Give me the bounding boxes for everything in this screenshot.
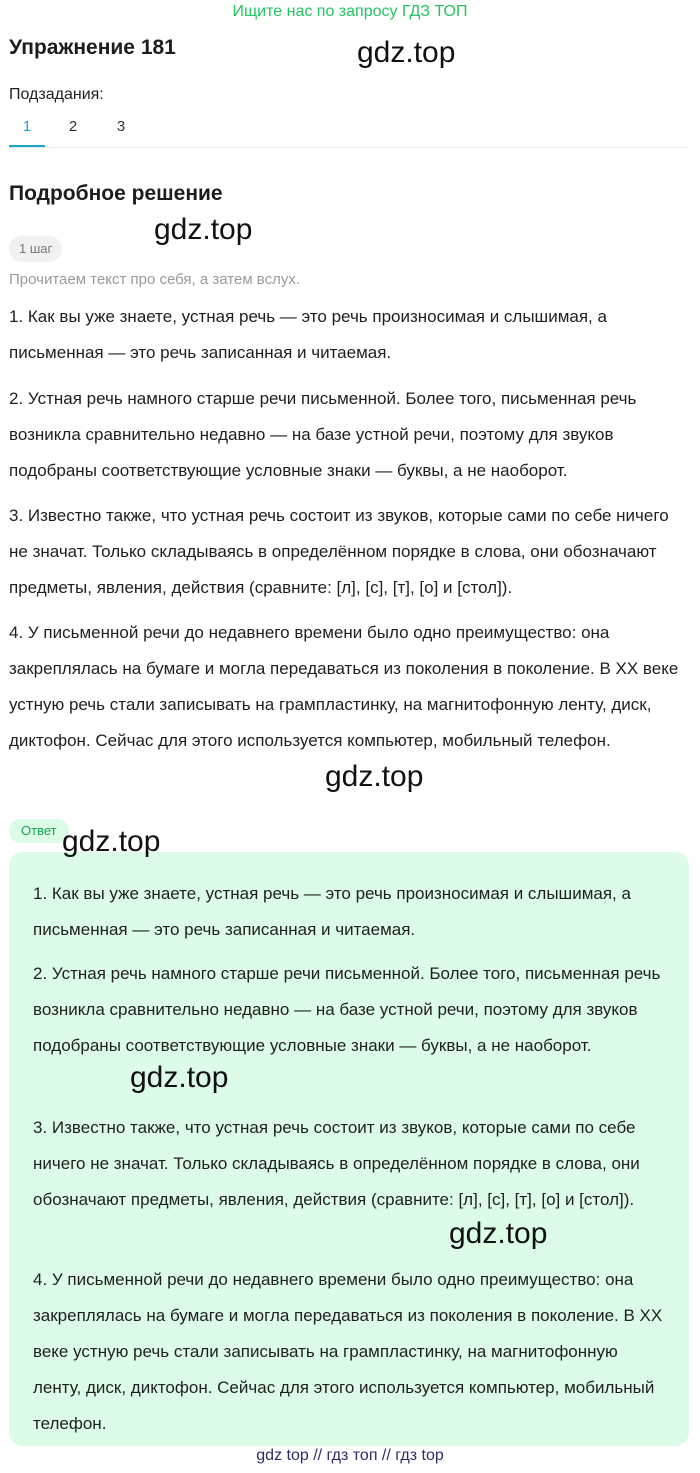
subtask-tabs [9, 112, 687, 148]
solution-paragraph: 3. Известно также, что устная речь состоит из звуков, которые сами по себе ничего не значат. Только складываясь в определённом порядке в слова, они обозначают предметы, явления, действия (сравните: [л], [с], [т], [о] и [стол]). [9, 506, 669, 597]
watermark: gdz.top [449, 1217, 548, 1250]
page-title: Упражнение 181 [9, 36, 176, 59]
solution-paragraph: 2. Устная речь намного старше речи письменной. Более того, письменная речь возникла сравнительно недавно — на базе устной речи, поэтому для звуков подобраны соответствующие условные знаки — буквы, а не наоборот. [9, 389, 637, 480]
watermark: gdz.top [130, 1061, 229, 1094]
footer-links[interactable]: gdz top // гдз топ // гдз top [256, 1447, 444, 1464]
answer-badge: Ответ [9, 819, 69, 843]
subtasks-label: Подзадания: [9, 86, 104, 103]
promo-banner[interactable]: Ищите нас по запросу ГДЗ ТОП [232, 3, 468, 20]
solution-paragraph: 4. У письменной речи до недавнего времени было одно преимущество: она закреплялась на бумаге и могла передаваться из поколения в поколение. В XX веке устную речь стали записывать на грампластинку, на магнитофонную ленту, диск, диктофон. Сейчас для этого используется компьютер, мобильный телефон. [9, 623, 679, 750]
answer-paragraph: 2. Устная речь намного старше речи письменной. Более того, письменная речь возникла сравнительно недавно — на базе устной речи, поэтому для звуков подобраны соответствующие условные знаки — буквы, а не наоборот. [33, 964, 661, 1055]
step-badge: 1 шаг [9, 236, 62, 262]
answer-paragraph: 3. Известно также, что устная речь состоит из звуков, которые сами по себе ничего не значат. Только складываясь в определённом порядке в слова, они обозначают предметы, явления, действия (сравните: [л], [с], [т], [о] и [стол]). [33, 1118, 640, 1209]
watermark: gdz.top [325, 760, 424, 793]
answer-paragraph: 1. Как вы уже знаете, устная речь — это речь произносимая и слышимая, а письменная — это речь записанная и читаемая. [33, 884, 631, 939]
tab-subtask-3[interactable]: 3 [116, 118, 126, 135]
watermark: gdz.top [154, 213, 253, 246]
watermark: gdz.top [62, 825, 161, 858]
solution-paragraph: 1. Как вы уже знаете, устная речь — это речь произносимая и слышимая, а письменная — это речь записанная и читаемая. [9, 307, 607, 362]
watermark: gdz.top [357, 36, 456, 69]
solution-title: Подробное решение [9, 182, 223, 205]
tab-subtask-2[interactable]: 2 [68, 118, 78, 135]
tab-subtask-1[interactable]: 1 [22, 118, 32, 135]
answer-box [9, 852, 689, 1446]
active-tab-indicator [9, 145, 45, 147]
solution-intro: Прочитаем текст про себя, а затем вслух. [9, 271, 301, 288]
answer-paragraph: 4. У письменной речи до недавнего времени было одно преимущество: она закреплялась на бумаге и могла передаваться из поколения в поколение. В XX веке устную речь стали записывать на грампластинку, на магнитофонную ленту, диск, диктофон. Сейчас для этого используется компьютер, мобильный телефон. [33, 1270, 663, 1433]
